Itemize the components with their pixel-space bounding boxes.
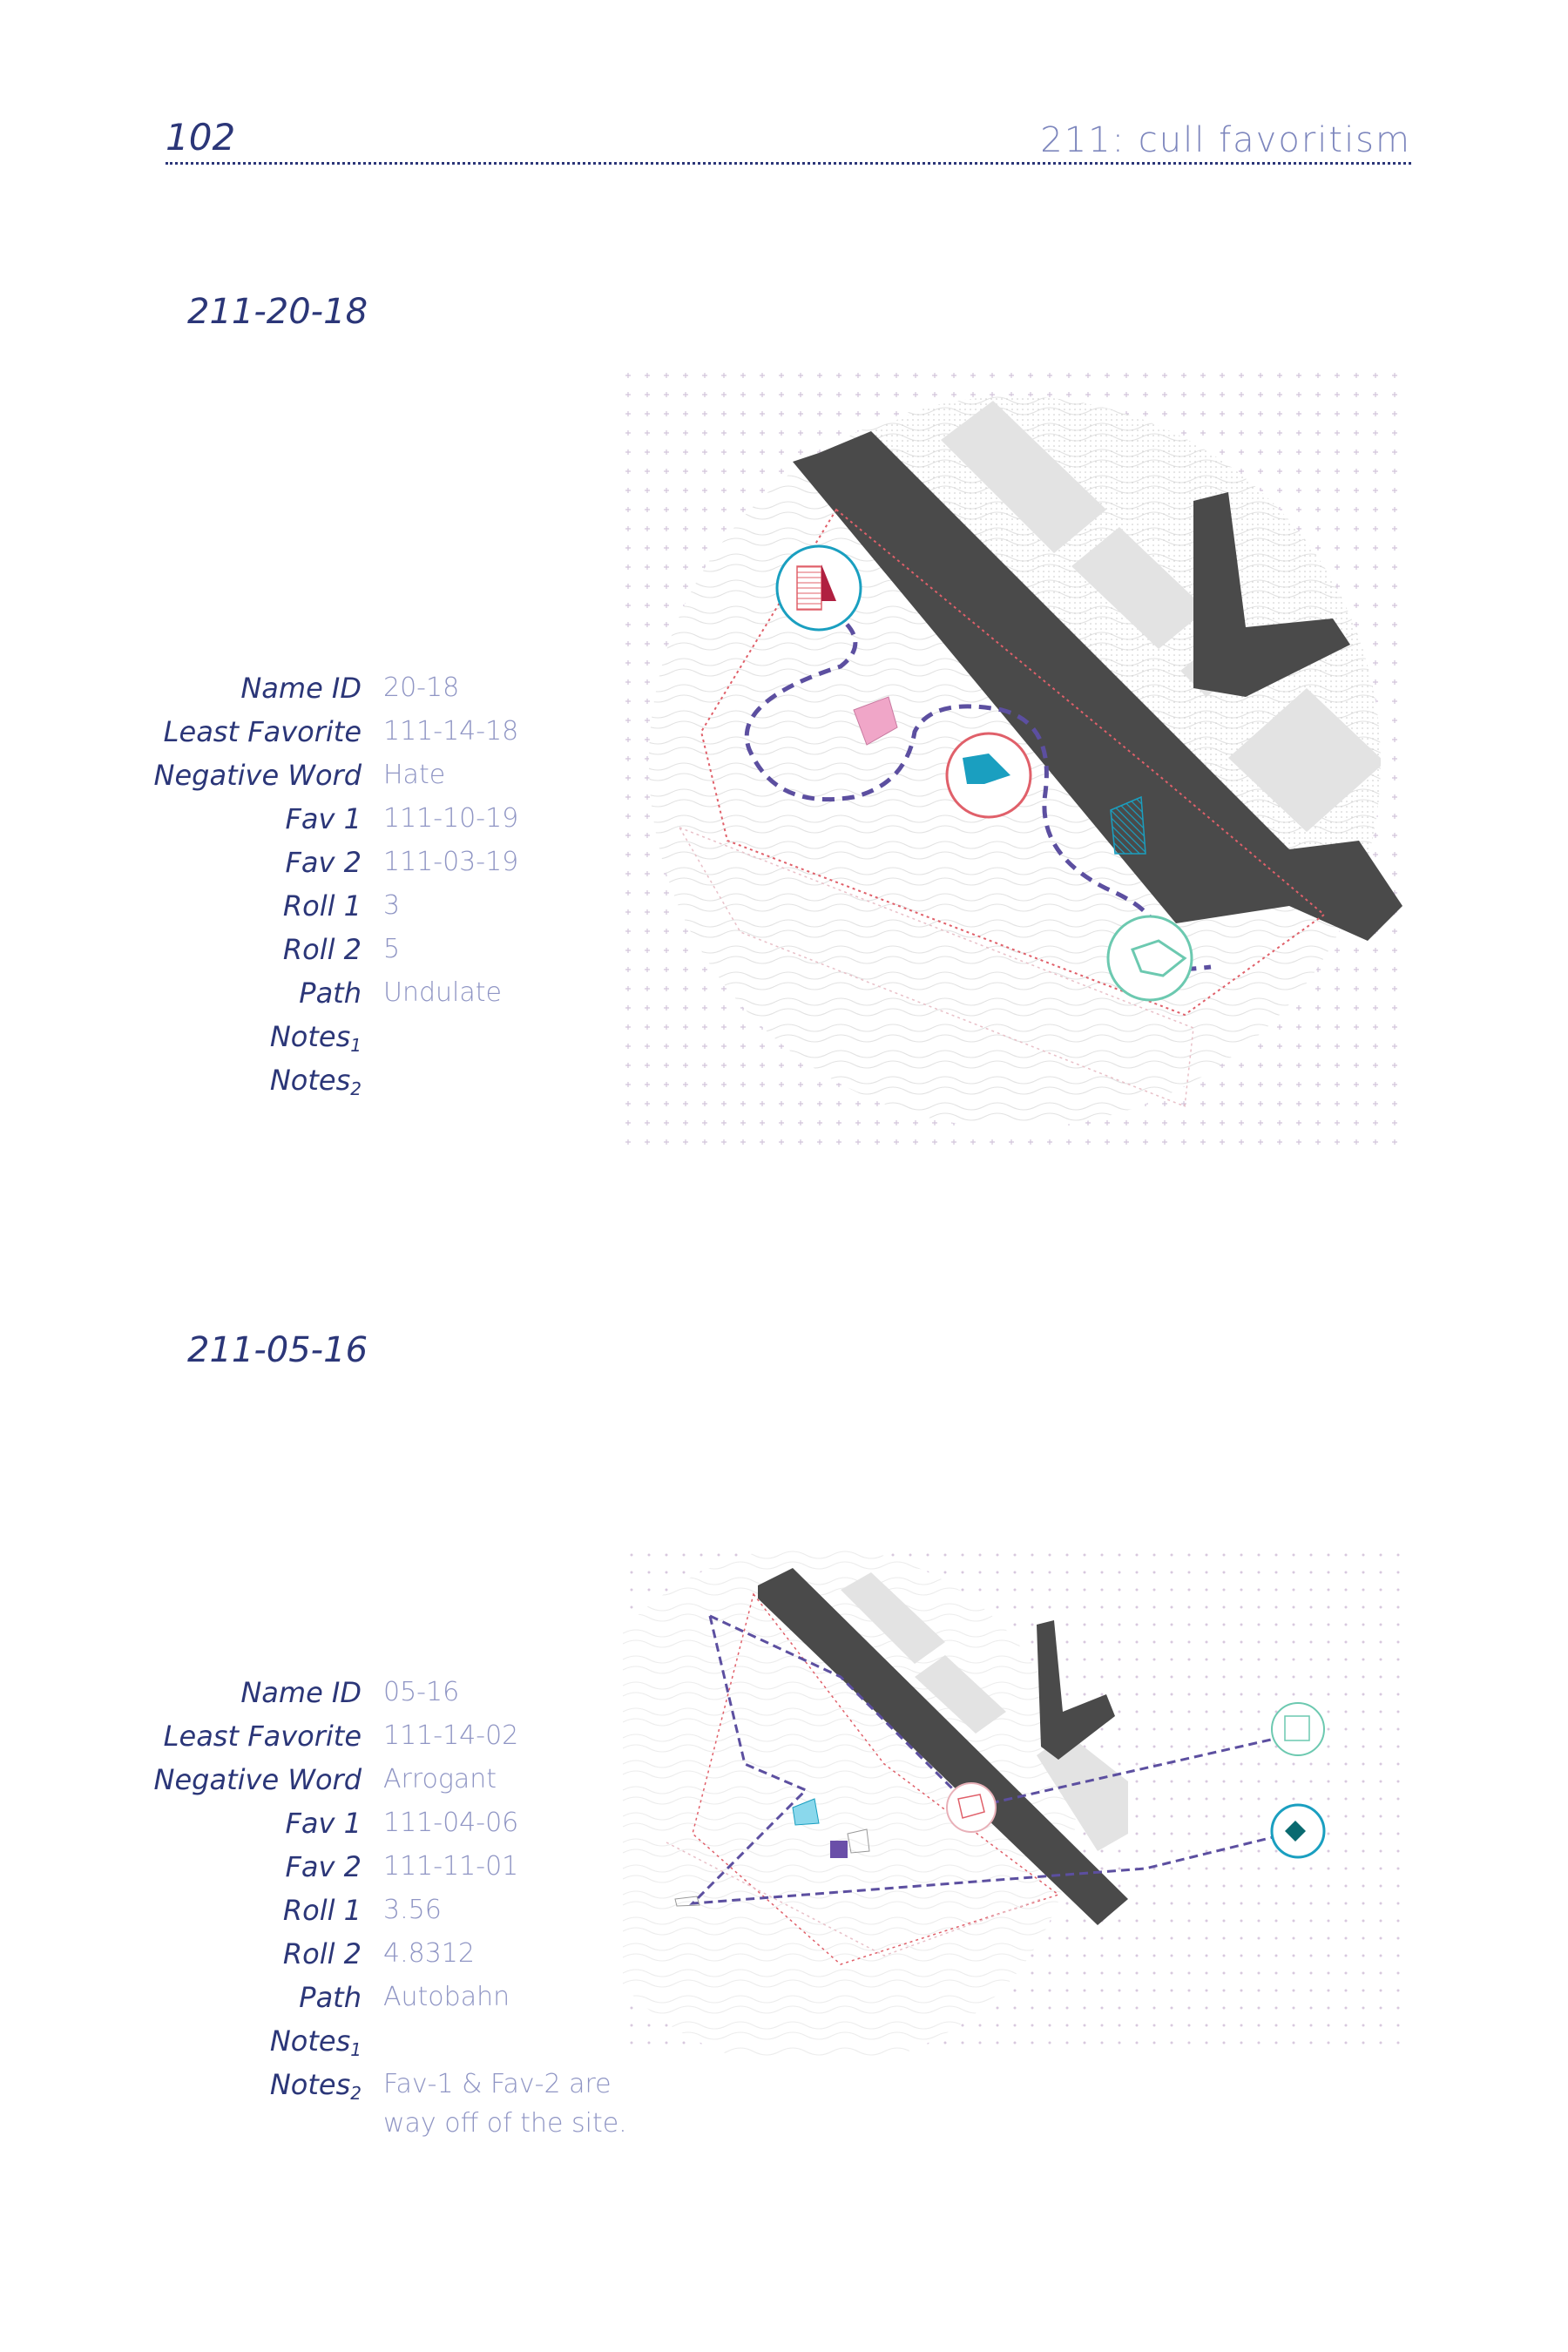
least-favorite-icon xyxy=(797,566,821,610)
field-label: Least Favorite xyxy=(163,1720,362,1753)
field-notes-2 xyxy=(105,1058,627,1102)
field-label xyxy=(270,2063,362,2115)
field-roll-2 xyxy=(105,928,627,971)
record-title-1: 211-20-18 xyxy=(187,292,368,332)
field-label-text: Notes xyxy=(269,1020,351,1053)
field-roll-2 xyxy=(105,1932,627,1976)
field-label: Path xyxy=(299,977,362,1010)
field-value: 5 xyxy=(383,934,401,964)
field-value: Autobahn xyxy=(383,1982,510,2012)
field-label: Roll 1 xyxy=(282,1894,362,1927)
field-label: Roll 1 xyxy=(282,889,362,923)
field-label: Roll 2 xyxy=(282,1937,362,1970)
field-fav-2 xyxy=(105,841,627,884)
field-name-id xyxy=(105,666,627,710)
field-value: 20-18 xyxy=(383,672,460,703)
field-value: 05-16 xyxy=(383,1677,460,1707)
field-negative-word xyxy=(105,1758,627,1801)
field-fav-1 xyxy=(105,797,627,841)
field-label: Fav 1 xyxy=(285,802,362,835)
field-label: Least Favorite xyxy=(163,715,362,748)
record-1-fields xyxy=(105,666,627,1102)
field-notes-1 xyxy=(105,2019,627,2063)
field-value: 3.56 xyxy=(383,1895,442,1925)
field-path xyxy=(105,971,627,1015)
field-label-sub: 2 xyxy=(350,1078,362,1099)
field-label: Roll 2 xyxy=(282,933,362,966)
field-label: Path xyxy=(299,1981,362,2014)
field-value: Hate xyxy=(383,760,446,790)
field-negative-word xyxy=(105,754,627,797)
field-label: Negative Word xyxy=(153,759,362,792)
field-path xyxy=(105,1976,627,2019)
field-value: 111-14-18 xyxy=(383,716,519,747)
record-title-2: 211-05-16 xyxy=(187,1330,368,1370)
field-label: Negative Word xyxy=(153,1763,362,1796)
field-notes-2 xyxy=(105,2063,627,2139)
field-label xyxy=(270,1058,362,1111)
fav-2-marker xyxy=(1272,1703,1324,1755)
field-value: 3 xyxy=(383,890,401,921)
field-least-favorite xyxy=(105,710,627,754)
field-label: Name ID xyxy=(240,672,362,705)
site-map-2 xyxy=(623,1546,1411,2056)
record-2-fields xyxy=(105,1671,627,2139)
field-label: Name ID xyxy=(240,1676,362,1709)
field-value: Arrogant xyxy=(383,1764,497,1794)
field-least-favorite xyxy=(105,1714,627,1758)
field-name-id xyxy=(105,1671,627,1714)
field-label: Fav 1 xyxy=(285,1807,362,1840)
field-value: 111-04-06 xyxy=(383,1808,519,1838)
field-fav-1 xyxy=(105,1801,627,1845)
site-map-1 xyxy=(618,366,1411,1159)
field-label-text: Notes xyxy=(269,2068,351,2101)
field-value: 111-03-19 xyxy=(383,847,519,877)
chapter-title: 211: cull favoritism xyxy=(1040,120,1411,160)
field-value: Fav-1 & Fav-2 are xyxy=(383,2069,612,2099)
field-label-text: Notes xyxy=(269,1064,351,1097)
field-value: Undulate xyxy=(383,977,502,1008)
field-roll-1 xyxy=(105,884,627,928)
field-value: 111-14-02 xyxy=(383,1720,519,1751)
page-number: 102 xyxy=(166,116,236,159)
field-label-sub: 1 xyxy=(350,1035,362,1056)
purple-object-icon xyxy=(830,1841,848,1858)
field-value: 111-11-01 xyxy=(383,1851,519,1882)
field-notes-1 xyxy=(105,1015,627,1058)
field-value-line-2: way off of the site. xyxy=(383,2108,627,2139)
field-label-text: Notes xyxy=(269,2024,351,2058)
field-label-sub: 2 xyxy=(350,2083,362,2104)
field-value: 111-10-19 xyxy=(383,803,519,834)
field-label: Fav 2 xyxy=(285,846,362,879)
field-fav-2 xyxy=(105,1845,627,1889)
page-header xyxy=(166,112,1411,165)
field-roll-1 xyxy=(105,1889,627,1932)
field-value: 4.8312 xyxy=(383,1938,475,1969)
field-label: Fav 2 xyxy=(285,1850,362,1883)
fav-2-marker xyxy=(1108,916,1192,1000)
field-label-sub: 1 xyxy=(350,2039,362,2060)
least-favorite-marker xyxy=(947,1783,996,1832)
